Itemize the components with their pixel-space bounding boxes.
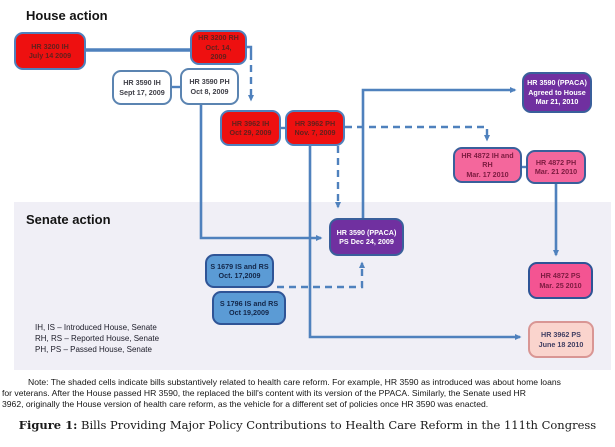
node-s1796: S 1796 IS and RS Oct 19,2009 bbox=[212, 291, 286, 325]
node-hr3590-ppaca-ps: HR 3590 (PPACA) PS Dec 24, 2009 bbox=[329, 218, 404, 256]
edge-senatebills-to-ppacaps bbox=[277, 263, 362, 287]
node-hr3962-ih: HR 3962 IH Oct 29, 2009 bbox=[220, 110, 281, 146]
node-hr4872-ph: HR 4872 PH Mar. 21 2010 bbox=[526, 150, 586, 184]
node-hr3590-ih: HR 3590 IH Sept 17, 2009 bbox=[112, 70, 172, 105]
node-hr3962-ps: HR 3962 PS June 18 2010 bbox=[528, 321, 594, 358]
figure-caption-text: Bills Providing Major Policy Contributions to Health Care Reform in the 111th Congress bbox=[77, 418, 597, 432]
node-hr3590-ph: HR 3590 PH Oct 8, 2009 bbox=[180, 68, 239, 105]
figure-caption-label: Figure 1: bbox=[18, 418, 78, 432]
node-hr3200-ih: HR 3200 IH July 14 2009 bbox=[14, 32, 86, 70]
node-hr4872-ih-rh: HR 4872 IH and RH Mar. 17 2010 bbox=[453, 147, 522, 183]
note-text: Note: The shaded cells indicate bills substantively related to health care reform. For example, HR 3590 as introduced was about home loans for veterans. After the House passed HR 3590, the replaced the bill's content with its version of the PPACA. Similarly, the Senate used HR 3962, originally the House version of health care reform, as the vehicle for a different set of policies once HR 3590 was enacted. bbox=[2, 377, 561, 410]
node-s1679: S 1679 IS and RS Oct. 17,2009 bbox=[205, 254, 274, 288]
legend-line-introduced: IH, IS – Introduced House, Senate bbox=[35, 323, 157, 332]
legend-line-passed: PH, PS – Passed House, Senate bbox=[35, 345, 152, 354]
node-hr3590-agreed-house: HR 3590 (PPACA) Agreed to House Mar 21, 2010 bbox=[522, 72, 592, 113]
house-action-label: House action bbox=[26, 8, 108, 23]
node-hr3962-ph: HR 3962 PH Nov. 7, 2009 bbox=[285, 110, 345, 146]
node-hr4872-ps: HR 4872 PS Mar. 25 2010 bbox=[528, 262, 593, 299]
legend-line-reported: RH, RS – Reported House, Senate bbox=[35, 334, 160, 343]
node-hr3200-rh: HR 3200 RH Oct. 14, 2009 bbox=[190, 30, 247, 65]
figure-caption bbox=[0, 418, 615, 432]
senate-action-label: Senate action bbox=[26, 212, 111, 227]
edge-hr3962ph-to-hr4872 bbox=[345, 127, 487, 140]
legend bbox=[35, 322, 159, 355]
